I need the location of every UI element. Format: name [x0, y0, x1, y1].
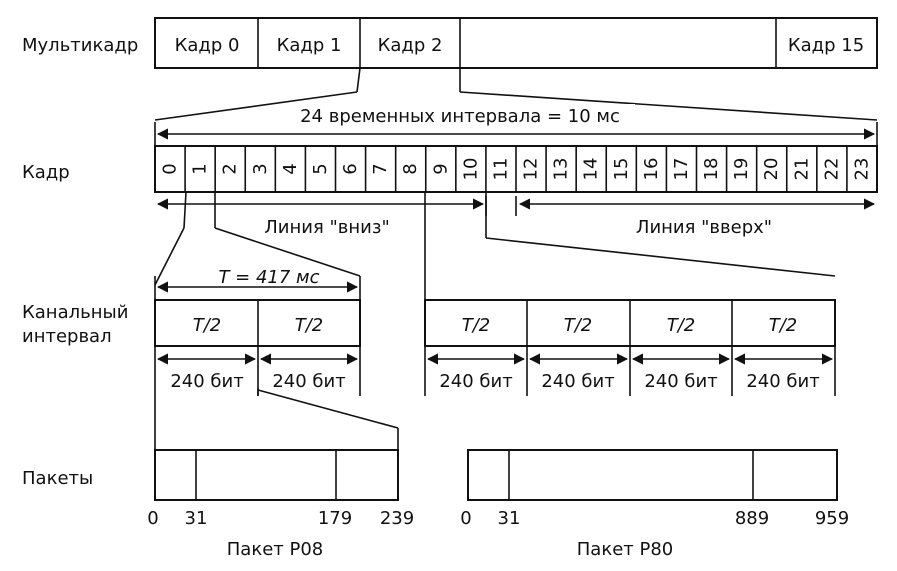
multiframe-outline: [155, 18, 877, 68]
multiframe-frame-15: Кадр 15: [787, 35, 865, 56]
downlink-label: Линия "вниз": [264, 217, 390, 238]
period-label: T = 417 мс: [218, 267, 320, 288]
packet-tick: 31: [497, 508, 521, 529]
slot-label-18: 18: [701, 157, 723, 181]
packet-p08: [147, 450, 414, 560]
uplink-label: Линия "вверх": [635, 217, 773, 238]
frame-span-label: 24 временных интервала = 10 мс: [300, 106, 620, 127]
packet-tick: 179: [317, 508, 353, 529]
frame-slots: [155, 146, 877, 192]
slot-label-22: 22: [821, 157, 843, 181]
packet-tick: 31: [184, 508, 208, 529]
slot-label-11: 11: [490, 157, 512, 181]
multiframe-frame-1: Кадр 1: [276, 35, 342, 56]
packet-p80: [460, 450, 849, 560]
slot-label-5: 5: [309, 163, 331, 175]
bits-label: 240 бит: [272, 371, 346, 392]
slot-label-10: 10: [460, 157, 482, 181]
slot-label-7: 7: [370, 163, 392, 175]
row-label-channel-line1: Канальный: [22, 302, 129, 323]
row-label-multiframe: Мультикадр: [22, 35, 139, 56]
bits-label: 240 бит: [746, 371, 820, 392]
half-label: T/2: [192, 315, 222, 336]
slot-label-2: 2: [219, 163, 241, 175]
half-label: T/2: [563, 315, 593, 336]
slot-label-6: 6: [340, 163, 362, 175]
slot-label-15: 15: [610, 157, 632, 181]
slot-label-16: 16: [640, 157, 662, 181]
multiframe-frame-2: Кадр 2: [377, 35, 443, 56]
half-label: T/2: [768, 315, 798, 336]
packet-tick: 239: [379, 508, 415, 529]
multiframe-frame-0: Кадр 0: [174, 35, 240, 56]
slot-label-9: 9: [430, 163, 452, 175]
multiframe-row: [155, 18, 877, 68]
bits-label: 240 бит: [439, 371, 513, 392]
slot-label-12: 12: [520, 157, 542, 181]
bits-label: 240 бит: [541, 371, 615, 392]
slot-label-4: 4: [279, 163, 301, 175]
packet-tick: 959: [814, 508, 850, 529]
slot-label-8: 8: [400, 163, 422, 175]
packet-tick: 0: [460, 508, 472, 529]
channel-interval-left: [155, 300, 360, 396]
channel-interval-right: [425, 300, 835, 396]
slot-label-23: 23: [851, 157, 873, 181]
row-label-channel-line2: интервал: [22, 326, 112, 347]
slot-label-13: 13: [550, 157, 572, 181]
row-label-frame: Кадр: [22, 162, 70, 183]
half-label: T/2: [294, 315, 324, 336]
slot-label-14: 14: [580, 157, 602, 181]
packet-caption: Пакет P80: [576, 539, 674, 560]
row-label-packets: Пакеты: [22, 468, 94, 489]
expand-line-left: [357, 68, 360, 92]
half-label: T/2: [666, 315, 696, 336]
slot-label-19: 19: [731, 157, 753, 181]
slot-label-17: 17: [670, 157, 692, 181]
half-label: T/2: [461, 315, 491, 336]
slot-label-0: 0: [159, 163, 181, 175]
slot-label-20: 20: [761, 157, 783, 181]
slot-label-21: 21: [791, 157, 813, 181]
packet-caption: Пакет P08: [226, 539, 324, 560]
slot-label-1: 1: [189, 163, 211, 175]
slot-label-3: 3: [249, 163, 271, 175]
bits-label: 240 бит: [644, 371, 718, 392]
bits-label: 240 бит: [170, 371, 244, 392]
packet-tick: 889: [734, 508, 770, 529]
packet-tick: 0: [147, 508, 159, 529]
